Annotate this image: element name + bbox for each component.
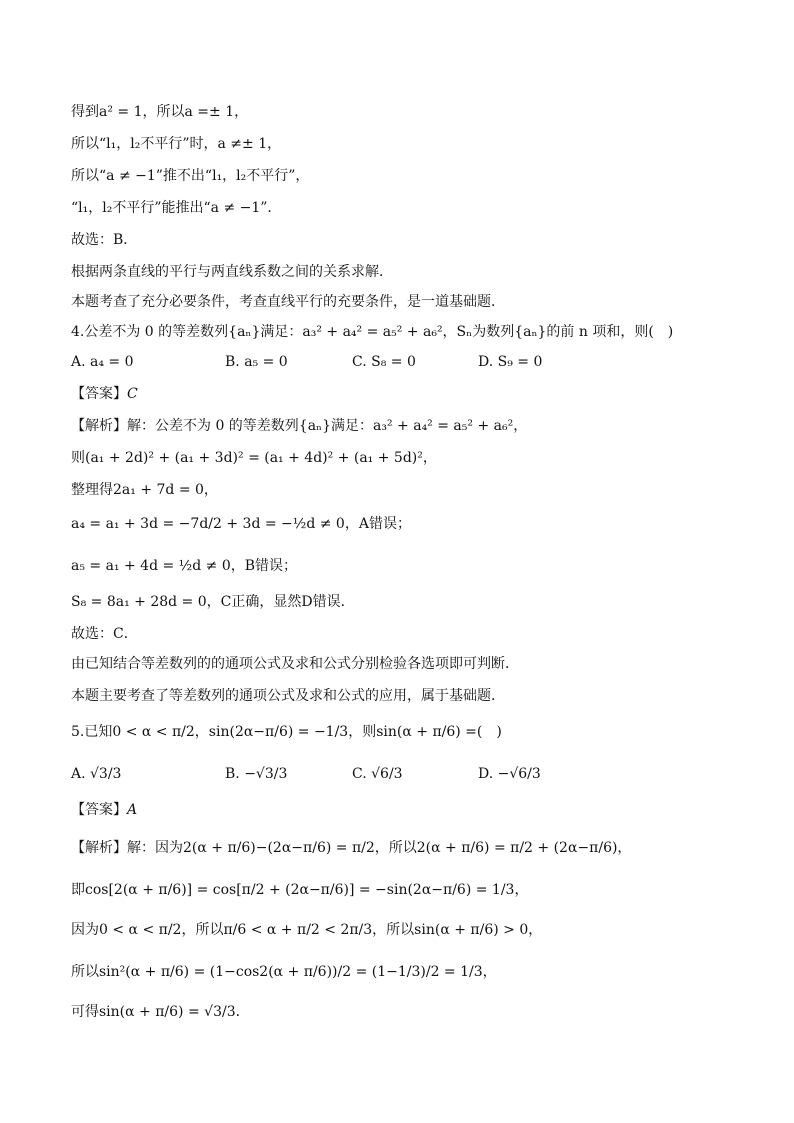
- q5-option-c: C. √6/3: [352, 766, 403, 782]
- q4-analysis-line: [71, 416, 527, 436]
- analysis-tag: 【解析】: [71, 418, 127, 434]
- q5-answer: [71, 800, 137, 820]
- q5-option-a: A. √3/3: [71, 766, 122, 782]
- q4-analysis-line: a₄ = a₁ + 3d = −7d/2 + 3d = −½d ≠ 0，A错误；: [71, 516, 411, 532]
- q4-analysis-line: 整理得2a₁ + 7d = 0，: [71, 482, 218, 498]
- answer-tag: 【答案】: [71, 386, 127, 402]
- q4-option-a: A. a₄ = 0: [71, 354, 134, 370]
- analysis-text: 解：因为2(α + π/6)−(2α−π/6) = π/2，所以2(α + π/6) = π/2 + (2α−π/6)，: [127, 840, 632, 856]
- question-4-stem: 4.公差不为 0 的等差数列{aₙ}满足：a₃² + a₄² = a₅² + a₆²，Sₙ为数列{aₙ}的前 n 项和，则( ): [71, 324, 674, 340]
- q4-summary-line: 本题主要考查了等差数列的通项公式及求和公式的应用，属于基础题．: [71, 688, 505, 704]
- answer-value: A: [127, 802, 138, 818]
- analysis-tag: 【解析】: [71, 840, 127, 856]
- summary-line: 根据两条直线的平行与两直线系数之间的关系求解．: [71, 264, 393, 280]
- q4-answer: [71, 384, 138, 404]
- q4-analysis-line: a₅ = a₁ + 4d = ½d ≠ 0，B错误；: [71, 558, 298, 574]
- solution-line: 所以“l₁，l₂不平行”时，a ≠± 1，: [71, 136, 282, 152]
- question-5-stem: 5.已知0 < α < π/2，sin(2α−π/6) = −1/3，则sin(α + π/6) =( ): [71, 724, 502, 740]
- q5-analysis-line: [71, 838, 631, 858]
- solution-line: “l₁，l₂不平行”能推出“a ≠ −1”．: [71, 200, 282, 216]
- q5-option-b: B. −√3/3: [225, 766, 288, 782]
- q5-analysis-line: 所以sin²(α + π/6) = (1−cos2(α + π/6))/2 = (1−1/3)/2 = 1/3，: [71, 964, 497, 980]
- q4-option-b: B. a₅ = 0: [225, 354, 288, 370]
- solution-line: 故选：B．: [71, 232, 138, 248]
- q4-option-c: C. S₈ = 0: [352, 354, 416, 370]
- solution-line: 得到a² = 1，所以a =± 1，: [71, 104, 249, 120]
- q4-analysis-line: S₈ = 8a₁ + 28d = 0，C正确，显然D错误．: [71, 594, 355, 610]
- q5-analysis-line: 因为0 < α < π/2，所以π/6 < α + π/2 < 2π/3，所以sin(α + π/6) > 0，: [71, 922, 543, 938]
- q4-analysis-line: 故选：C．: [71, 626, 138, 642]
- q5-option-d: D. −√6/3: [478, 766, 541, 782]
- q4-summary-line: 由已知结合等差数列的的通项公式及求和公式分别检验各选项即可判断．: [71, 656, 519, 672]
- q4-analysis-line: 则(a₁ + 2d)² + (a₁ + 3d)² = (a₁ + 4d)² + (a₁ + 5d)²，: [71, 450, 437, 466]
- answer-value: C: [127, 386, 138, 402]
- summary-line: 本题考查了充分必要条件，考查直线平行的充要条件，是一道基础题．: [71, 294, 505, 310]
- analysis-text: 解：公差不为 0 的等差数列{aₙ}满足：a₃² + a₄² = a₅² + a₆²，: [127, 418, 528, 434]
- q4-option-d: D. S₉ = 0: [478, 354, 543, 370]
- solution-line: 所以“a ≠ −1”推不出“l₁，l₂不平行”，: [71, 168, 310, 184]
- answer-tag: 【答案】: [71, 802, 127, 818]
- q5-analysis-line: 即cos[2(α + π/6)] = cos[π/2 + (2α−π/6)] = −sin(2α−π/6) = 1/3，: [71, 882, 529, 898]
- q5-analysis-line: 可得sin(α + π/6) = √3/3．: [71, 1004, 250, 1020]
